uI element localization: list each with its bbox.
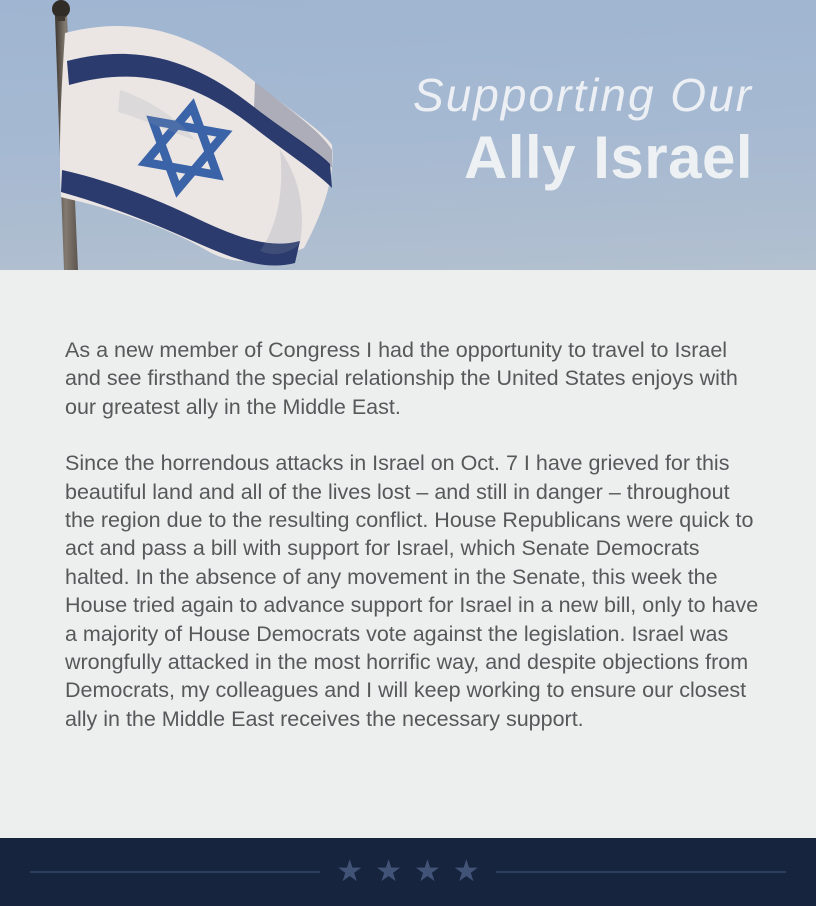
hero-banner: [0, 0, 816, 270]
footer-divider-right: [496, 871, 786, 873]
star-icon: ★: [336, 855, 364, 888]
footer-bar: [0, 838, 816, 906]
article-paragraph-2: Since the horrendous attacks in Israel on Oct. 7 I have grieved for this beautiful land and all of the lives lost – and still in danger – throughout the region due to the resulting conflict. House Republicans were quick to act and pass a bill with support for Israel, which Senate Democrats halted. In the absence of any movement in the Senate, this week the House tried again to advance support for Israel in a new bill, only to have a majority of House Democrats vote against the legislation. Israel was wrongfully attacked in the most horrific way, and despite objections from Democrats, my colleagues and I will keep working to ensure our closest ally in the Middle East receives the necessary support.: [65, 451, 759, 731]
footer-divider-left: [30, 871, 320, 873]
page-title: [413, 69, 753, 191]
israel-flag-photo: [30, 0, 360, 270]
article-body: [0, 270, 816, 838]
star-icon: ★: [414, 855, 441, 888]
article-paragraph-1: As a new member of Congress I had the opportunity to travel to Israel and see firsthand the special relationship the United States enjoys with our greatest ally in the Middle East.: [65, 338, 738, 419]
footer-stars: [336, 857, 480, 887]
title-line-2: Ally Israel: [463, 123, 753, 191]
star-icon: ★: [452, 855, 480, 888]
star-icon: ★: [375, 855, 402, 888]
flagpole-finial: [52, 0, 70, 18]
title-line-1: Supporting Our: [413, 69, 753, 121]
